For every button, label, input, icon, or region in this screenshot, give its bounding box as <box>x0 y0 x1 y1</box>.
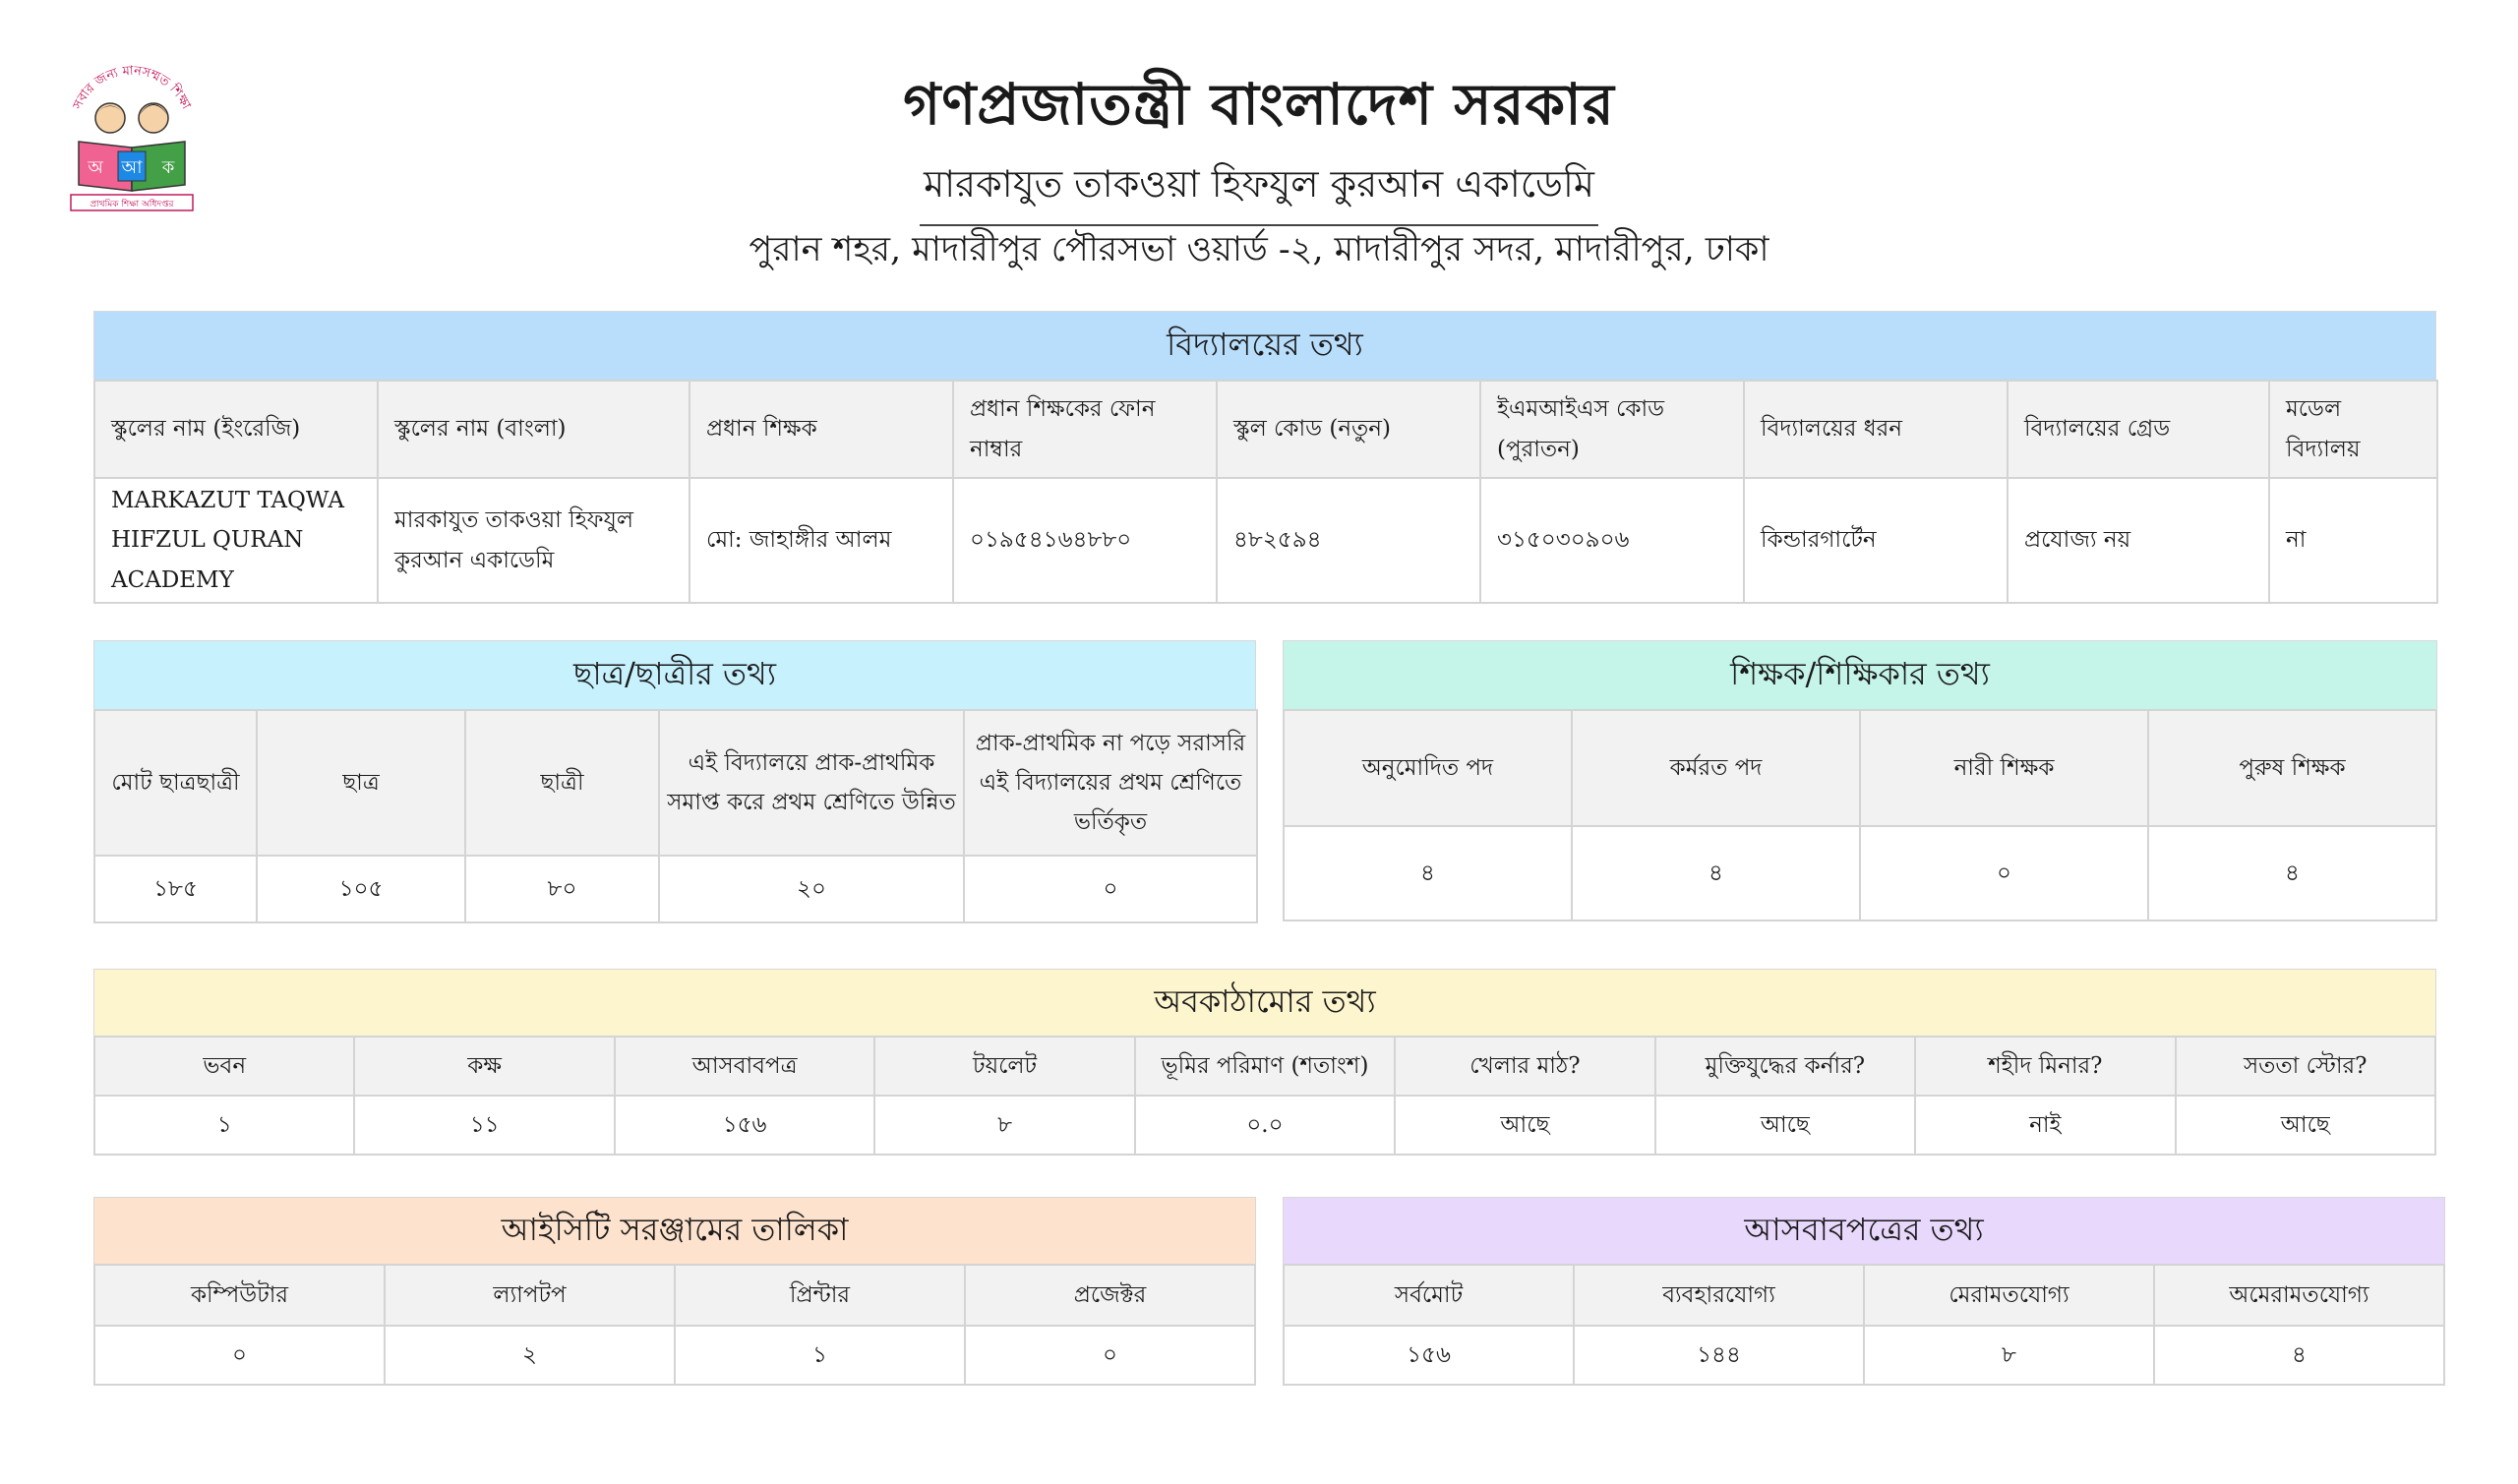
infrastructure-title: অবকাঠামোর তথ্য <box>93 969 2436 1036</box>
logo-letter-1: অ <box>88 157 103 178</box>
table-cell: ১৮৫ <box>94 856 257 922</box>
table-header-cell: প্রধান শিক্ষক <box>689 381 953 478</box>
ict-title: আইসিটি সরঞ্জামের তালিকা <box>93 1197 1256 1264</box>
table-cell: ৪ <box>1284 826 1572 920</box>
furniture-section <box>1283 1197 2445 1386</box>
table-header-cell: প্রধান শিক্ষকের ফোন নাম্বার <box>953 381 1217 478</box>
table-header-cell: মেরামতযোগ্য <box>1864 1265 2154 1326</box>
school-info-title: বিদ্যালয়ের তথ্য <box>93 311 2436 380</box>
table-cell: ২০ <box>659 856 964 922</box>
teacher-info-title: শিক্ষক/শিক্ষিকার তথ্য <box>1283 640 2437 709</box>
table-header-row <box>94 1037 2435 1096</box>
table-header-cell: সর্বমোট <box>1284 1265 1574 1326</box>
table-header-cell: মোট ছাত্রছাত্রী <box>94 710 257 856</box>
table-cell: ৮০ <box>465 856 659 922</box>
table-cell: ২ <box>385 1326 675 1385</box>
table-row <box>94 1326 1255 1385</box>
table-cell: কিন্ডারগার্টেন <box>1744 478 2008 603</box>
table-header-row <box>94 710 1257 856</box>
table-cell: মো: জাহাঙ্গীর আলম <box>689 478 953 603</box>
table-cell: ০.০ <box>1135 1096 1395 1155</box>
table-row <box>1284 826 2436 920</box>
table-header-cell: কম্পিউটার <box>94 1265 385 1326</box>
table-cell: ১৫৬ <box>615 1096 874 1155</box>
table-header-cell: স্কুলের নাম (বাংলা) <box>378 381 689 478</box>
table-row <box>1284 1326 2444 1385</box>
table-cell: না <box>2269 478 2437 603</box>
table-row <box>94 478 2437 603</box>
table-cell: ১ <box>675 1326 965 1385</box>
table-header-cell: ভূমির পরিমাণ (শতাংশ) <box>1135 1037 1395 1096</box>
table-cell: প্রযোজ্য নয় <box>2008 478 2269 603</box>
table-header-cell: বিদ্যালয়ের ধরন <box>1744 381 2008 478</box>
table-cell: ০ <box>965 1326 1255 1385</box>
table-header-cell: প্রজেক্টর <box>965 1265 1255 1326</box>
table-cell: ১৪৪ <box>1574 1326 1864 1385</box>
ict-table <box>93 1264 1256 1386</box>
table-cell: ০ <box>1860 826 2148 920</box>
table-header-cell: খেলার মাঠ? <box>1395 1037 1654 1096</box>
table-cell: ০১৯৫৪১৬৪৮৮০ <box>953 478 1217 603</box>
table-cell: ০ <box>964 856 1257 922</box>
logo-arc-text: সবার জন্য মানসম্মত শিক্ষা <box>70 63 194 112</box>
school-name-text: মারকাযুত তাকওয়া হিফযুল কুরআন একাডেমি <box>920 155 1598 226</box>
student-info-title: ছাত্র/ছাত্রীর তথ্য <box>93 640 1256 709</box>
table-cell: আছে <box>1655 1096 1915 1155</box>
table-header-cell: ইএমআইএস কোড (পুরাতন) <box>1480 381 1744 478</box>
table-header-cell: কর্মরত পদ <box>1572 710 1860 826</box>
table-header-row <box>94 1265 1255 1326</box>
table-header-cell: আসবাবপত্র <box>615 1037 874 1096</box>
table-header-cell: স্কুলের নাম (ইংরেজি) <box>94 381 378 478</box>
table-cell: ১০৫ <box>257 856 465 922</box>
table-cell: MARKAZUT TAQWA HIFZUL QURAN ACADEMY <box>94 478 378 603</box>
table-cell: ৪ <box>1572 826 1860 920</box>
table-header-row <box>1284 1265 2444 1326</box>
school-address: পুরান শহর, মাদারীপুর পৌরসভা ওয়ার্ড -২, মাদারীপুর সদর, মাদারীপুর, ঢাকা <box>749 230 1769 269</box>
table-header-cell: প্রাক-প্রাথমিক না পড়ে সরাসরি এই বিদ্যালয়ের প্রথম শ্রেণিতে ভর্তিকৃত <box>964 710 1257 856</box>
school-info-table <box>93 380 2438 604</box>
table-header-cell: প্রিন্টার <box>675 1265 965 1326</box>
ict-section <box>93 1197 1256 1386</box>
teacher-info-section <box>1283 640 2437 921</box>
table-header-cell: পুরুষ শিক্ষক <box>2148 710 2436 826</box>
table-cell: ০ <box>94 1326 385 1385</box>
table-cell: ৩১৫০৩০৯০৬ <box>1480 478 1744 603</box>
student-info-section <box>93 640 1256 923</box>
table-header-cell: অনুমোদিত পদ <box>1284 710 1572 826</box>
table-cell: ১১ <box>354 1096 614 1155</box>
table-cell: ৪ <box>2148 826 2436 920</box>
table-row <box>94 856 1257 922</box>
table-header-row <box>94 381 2437 478</box>
table-header-cell: কক্ষ <box>354 1037 614 1096</box>
teacher-info-table <box>1283 709 2437 921</box>
infrastructure-table <box>93 1036 2436 1156</box>
logo-letter-2: আ <box>121 157 143 178</box>
table-header-cell: নারী শিক্ষক <box>1860 710 2148 826</box>
furniture-title: আসবাবপত্রের তথ্য <box>1283 1197 2445 1264</box>
table-cell: ৮ <box>874 1096 1134 1155</box>
school-name-heading <box>0 155 2518 226</box>
table-cell: ১ <box>94 1096 354 1155</box>
table-header-cell: ব্যবহারযোগ্য <box>1574 1265 1864 1326</box>
table-cell: আছে <box>2176 1096 2436 1155</box>
logo-caption: প্রাথমিক শিক্ষা অধিদপ্তর <box>90 200 174 209</box>
table-cell: ৪৮২৫৯৪ <box>1217 478 1480 603</box>
table-header-cell: এই বিদ্যালয়ে প্রাক-প্রাথমিক সমাপ্ত করে প্রথম শ্রেণিতে উন্নিত <box>659 710 964 856</box>
page-title: গণপ্রজাতন্ত্রী বাংলাদেশ সরকার <box>903 71 1615 138</box>
table-cell: মারকাযুত তাকওয়া হিফযুল কুরআন একাডেমি <box>378 478 689 603</box>
table-header-cell: মডেল বিদ্যালয় <box>2269 381 2437 478</box>
table-cell: আছে <box>1395 1096 1654 1155</box>
table-header-cell: ভবন <box>94 1037 354 1096</box>
table-header-cell: ছাত্রী <box>465 710 659 856</box>
table-header-cell: বিদ্যালয়ের গ্রেড <box>2008 381 2269 478</box>
table-header-cell: অমেরামতযোগ্য <box>2154 1265 2444 1326</box>
infrastructure-section <box>93 969 2436 1156</box>
table-header-cell: টয়লেট <box>874 1037 1134 1096</box>
furniture-table <box>1283 1264 2445 1386</box>
table-header-cell: ল্যাপটপ <box>385 1265 675 1326</box>
table-cell: ১৫৬ <box>1284 1326 1574 1385</box>
school-info-section <box>93 311 2436 604</box>
table-header-row <box>1284 710 2436 826</box>
table-header-cell: মুক্তিযুদ্ধের কর্নার? <box>1655 1037 1915 1096</box>
table-header-cell: স্কুল কোড (নতুন) <box>1217 381 1480 478</box>
table-row <box>94 1096 2435 1155</box>
logo-letter-3: ক <box>161 157 175 178</box>
table-header-cell: ছাত্র <box>257 710 465 856</box>
table-header-cell: শহীদ মিনার? <box>1915 1037 2175 1096</box>
table-cell: নাই <box>1915 1096 2175 1155</box>
table-header-cell: সততা স্টোর? <box>2176 1037 2436 1096</box>
student-info-table <box>93 709 1258 923</box>
table-cell: ৪ <box>2154 1326 2444 1385</box>
table-cell: ৮ <box>1864 1326 2154 1385</box>
